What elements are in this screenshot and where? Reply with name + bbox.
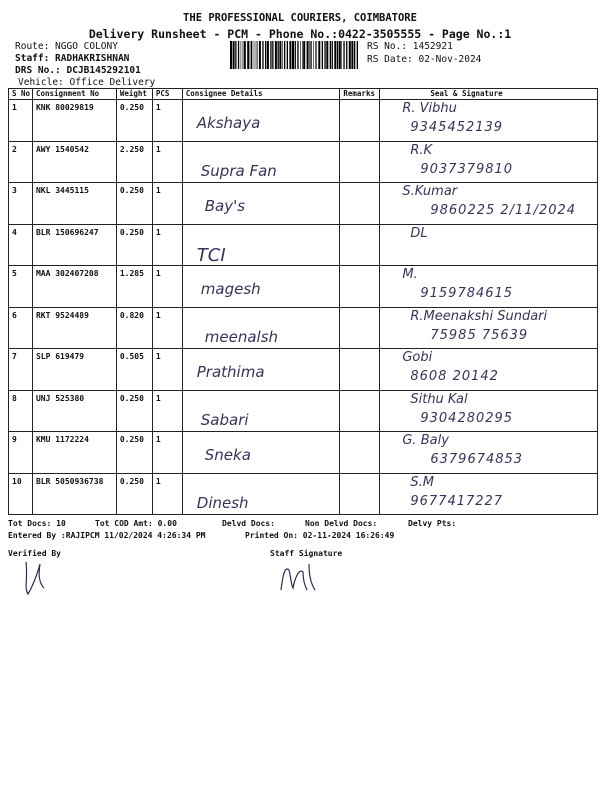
seal-signature-cell — [380, 224, 598, 266]
barcode-bar — [330, 41, 331, 69]
col-header-remarks: Remarks — [340, 89, 380, 100]
consignment-number: KNK 80029819 — [32, 100, 116, 142]
consignee-handwritten-name: Sabari — [200, 410, 249, 429]
drs-value: DCJB145292101 — [66, 65, 141, 76]
col-header-seal: Seal & Signature — [380, 89, 598, 100]
table-row — [9, 390, 598, 432]
consignee-cell — [182, 349, 340, 391]
barcode-bar — [316, 41, 317, 69]
consignment-number: BLR 150696247 — [32, 224, 116, 266]
barcode-bar — [337, 41, 338, 69]
recipient-signature: DL — [410, 225, 428, 241]
recipient-phone: 75985 75639 — [430, 327, 529, 343]
barcode-bar — [275, 41, 277, 69]
seal-signature-cell — [380, 307, 598, 349]
table-row — [9, 141, 598, 183]
consignment-number: RKT 9524489 — [32, 307, 116, 349]
weight-cell: 0.250 — [116, 224, 152, 266]
barcode-bar — [341, 41, 342, 69]
consignee-cell — [182, 100, 340, 142]
col-header-consignee: Consignee Details — [182, 89, 340, 100]
remarks-cell — [340, 266, 380, 308]
recipient-phone: 9860225 2/11/2024 — [430, 203, 577, 218]
barcode-bar — [289, 41, 291, 69]
seal-signature-cell — [380, 141, 598, 183]
non-delivered-docs: Non Delvd Docs: — [305, 519, 378, 528]
barcode-bar — [354, 41, 355, 69]
col-header-weight: Weight — [116, 89, 152, 100]
recipient-signature: R.K — [410, 142, 433, 158]
sno-cell: 3 — [9, 183, 33, 225]
remarks-cell — [340, 183, 380, 225]
barcode-bar — [302, 41, 303, 69]
recipient-phone: 8608 20142 — [410, 369, 499, 384]
barcode-bar — [315, 41, 316, 69]
weight-cell: 0.250 — [116, 473, 152, 515]
consignment-number: BLR 5050936738 — [32, 473, 116, 515]
barcode-bar — [256, 41, 257, 69]
pcs-cell: 1 — [152, 390, 182, 432]
consignment-number: NKL 3445115 — [32, 183, 116, 225]
pcs-cell: 1 — [152, 266, 182, 308]
weight-cell: 0.250 — [116, 183, 152, 225]
weight-cell: 0.505 — [116, 349, 152, 391]
barcode-bar — [295, 41, 296, 69]
barcode-bar — [303, 41, 305, 69]
consignee-handwritten-name: Sneka — [204, 446, 251, 464]
rs-number: RS No.: 1452921 — [367, 41, 453, 52]
runsheet-table — [8, 88, 598, 515]
company-title: THE PROFESSIONAL COURIERS, COIMBATORE — [183, 12, 417, 24]
sno-cell: 8 — [9, 390, 33, 432]
remarks-cell — [340, 473, 380, 515]
table-row — [9, 183, 598, 225]
recipient-signature: G. Baly — [402, 433, 449, 448]
barcode-bar — [241, 41, 242, 69]
remarks-cell — [340, 349, 380, 391]
consignee-handwritten-name: Bay's — [204, 197, 246, 215]
total-docs: Tot Docs: 10 — [8, 519, 66, 528]
consignee-handwritten-name: Supra Fan — [200, 161, 277, 180]
consignee-handwritten-name: meenalsh — [204, 327, 279, 346]
recipient-phone: 9304280295 — [420, 410, 514, 426]
consignee-cell — [182, 141, 340, 183]
table-row — [9, 432, 598, 474]
pcs-cell: 1 — [152, 141, 182, 183]
barcode-bar — [262, 41, 263, 69]
barcode-bar — [318, 41, 320, 69]
seal-signature-cell — [380, 432, 598, 474]
recipient-phone: 9159784615 — [420, 286, 514, 301]
pcs-cell: 1 — [152, 224, 182, 266]
staff-label: Staff: RADHAKRISHNAN — [15, 53, 130, 64]
table-row — [9, 473, 598, 515]
remarks-cell — [340, 224, 380, 266]
col-header-sno: S No — [9, 89, 33, 100]
barcode-bar — [250, 41, 251, 69]
barcode-bar — [309, 41, 310, 69]
table-row — [9, 307, 598, 349]
pcs-cell: 1 — [152, 349, 182, 391]
vehicle-label: Vehicle: Office Delivery — [18, 77, 156, 88]
consignee-handwritten-name: Prathima — [196, 363, 265, 381]
barcode-bar — [235, 41, 236, 69]
route-label: Route: NGGO COLONY — [15, 41, 118, 52]
pcs-cell: 1 — [152, 432, 182, 474]
barcode-bar — [259, 41, 261, 69]
barcode-bar — [351, 41, 353, 69]
recipient-signature: R. Vibhu — [402, 101, 457, 116]
barcode-bar — [278, 41, 279, 69]
pcs-cell: 1 — [152, 473, 182, 515]
staff-signature — [275, 560, 325, 596]
delivery-points: Delvy Pts: — [408, 519, 457, 528]
barcode-bar — [265, 41, 266, 69]
consignee-handwritten-name: Akshaya — [196, 114, 261, 132]
barcode-bar — [282, 41, 283, 69]
recipient-signature: Gobi — [402, 350, 433, 365]
remarks-cell — [340, 307, 380, 349]
col-header-pcs: PCS — [152, 89, 182, 100]
sno-cell: 9 — [9, 432, 33, 474]
consignee-handwritten-name: Dinesh — [196, 493, 249, 512]
sno-cell: 2 — [9, 141, 33, 183]
remarks-cell — [340, 432, 380, 474]
barcode-bar — [313, 41, 314, 69]
recipient-phone: 9037379810 — [420, 161, 514, 177]
weight-cell: 0.250 — [116, 432, 152, 474]
sno-cell: 7 — [9, 349, 33, 391]
consignment-number: MAA 302407208 — [32, 266, 116, 308]
delivered-docs: Delvd Docs: — [222, 519, 275, 528]
barcode-bar — [230, 41, 232, 69]
recipient-signature: M. — [402, 267, 418, 282]
barcode-bar — [307, 41, 309, 69]
weight-cell: 0.250 — [116, 390, 152, 432]
consignee-cell — [182, 183, 340, 225]
pcs-cell: 1 — [152, 100, 182, 142]
barcode-bar — [343, 41, 344, 69]
consignee-handwritten-name: TCI — [196, 244, 226, 266]
barcode-bar — [284, 41, 285, 69]
sno-cell: 5 — [9, 266, 33, 308]
weight-cell: 2.250 — [116, 141, 152, 183]
drs-label: DRS No.: — [15, 65, 61, 76]
recipient-phone: 9345452139 — [410, 120, 504, 135]
barcode-bar — [310, 41, 311, 69]
sno-cell: 10 — [9, 473, 33, 515]
seal-signature-cell — [380, 349, 598, 391]
pcs-cell: 1 — [152, 183, 182, 225]
verified-by-label: Verified By — [8, 549, 61, 558]
remarks-cell — [340, 100, 380, 142]
barcode-bar — [357, 41, 358, 69]
sno-cell: 1 — [9, 100, 33, 142]
consignee-cell — [182, 432, 340, 474]
barcode-bar — [257, 41, 258, 69]
drs-number — [15, 65, 141, 76]
sno-cell: 4 — [9, 224, 33, 266]
remarks-cell — [340, 390, 380, 432]
barcode-bar — [238, 41, 239, 69]
seal-signature-cell — [380, 100, 598, 142]
consignee-cell — [182, 473, 340, 515]
recipient-signature: S.M — [410, 474, 434, 490]
barcode-bar — [254, 41, 255, 69]
consignee-cell — [182, 307, 340, 349]
barcode-bar — [346, 41, 347, 69]
recipient-signature: S.Kumar — [402, 184, 458, 199]
barcode-bar — [270, 41, 271, 69]
barcode-bar — [292, 41, 294, 69]
seal-signature-cell — [380, 473, 598, 515]
col-header-consignment: Consignment No — [32, 89, 116, 100]
printed-on: Printed On: 02-11-2024 16:26:49 — [245, 531, 395, 540]
barcode-bar — [251, 41, 252, 69]
consignee-handwritten-name: magesh — [200, 280, 261, 298]
weight-cell: 0.820 — [116, 307, 152, 349]
pcs-cell: 1 — [152, 307, 182, 349]
barcode-bar — [272, 41, 273, 69]
staff-signature-label: Staff Signature — [270, 549, 343, 558]
barcode-bar — [324, 41, 325, 69]
consignment-number: SLP 619479 — [32, 349, 116, 391]
barcode-bar — [334, 41, 336, 69]
sno-cell: 6 — [9, 307, 33, 349]
barcode-bar — [247, 41, 249, 69]
consignment-number: AWY 1540542 — [32, 141, 116, 183]
consignee-cell — [182, 266, 340, 308]
rs-date: RS Date: 02-Nov-2024 — [367, 54, 482, 65]
barcode-bar — [267, 41, 269, 69]
barcode-bar — [332, 41, 333, 69]
seal-signature-cell — [380, 266, 598, 308]
recipient-phone: 6379674853 — [430, 452, 524, 467]
barcode-bar — [322, 41, 323, 69]
total-cod: Tot COD Amt: 0.00 — [95, 519, 177, 528]
barcode-bar — [300, 41, 301, 69]
consignee-cell — [182, 224, 340, 266]
entered-by: Entered By :RAJIPCM 11/02/2024 4:26:34 PM — [8, 531, 206, 540]
barcode-bar — [233, 41, 235, 69]
table-row — [9, 266, 598, 308]
barcode-bar — [339, 41, 341, 69]
seal-signature-cell — [380, 183, 598, 225]
consignment-number: UNJ 525380 — [32, 390, 116, 432]
seal-signature-cell — [380, 390, 598, 432]
remarks-cell — [340, 141, 380, 183]
consignee-cell — [182, 390, 340, 432]
recipient-signature: R.Meenakshi Sundari — [410, 308, 548, 324]
barcode-bar — [326, 41, 328, 69]
recipient-phone: 9677417227 — [410, 493, 504, 509]
barcode-bar — [244, 41, 246, 69]
weight-cell: 1.285 — [116, 266, 152, 308]
recipient-signature: Sithu Kal — [410, 391, 468, 407]
barcode-bar — [297, 41, 298, 69]
table-row — [9, 100, 598, 142]
table-row — [9, 349, 598, 391]
runsheet-subtitle: Delivery Runsheet - PCM - Phone No.:0422-3505555 - Page No.:1 — [88, 27, 512, 41]
table-row — [9, 224, 598, 266]
table-header-row — [9, 89, 598, 100]
verifier-signature — [18, 558, 48, 598]
consignment-number: KMU 1172224 — [32, 432, 116, 474]
barcode-bar — [349, 41, 351, 69]
weight-cell: 0.250 — [116, 100, 152, 142]
barcode-bar — [287, 41, 288, 69]
barcode-image — [230, 41, 360, 69]
barcode-bar — [243, 41, 244, 69]
barcode-bar — [279, 41, 281, 69]
